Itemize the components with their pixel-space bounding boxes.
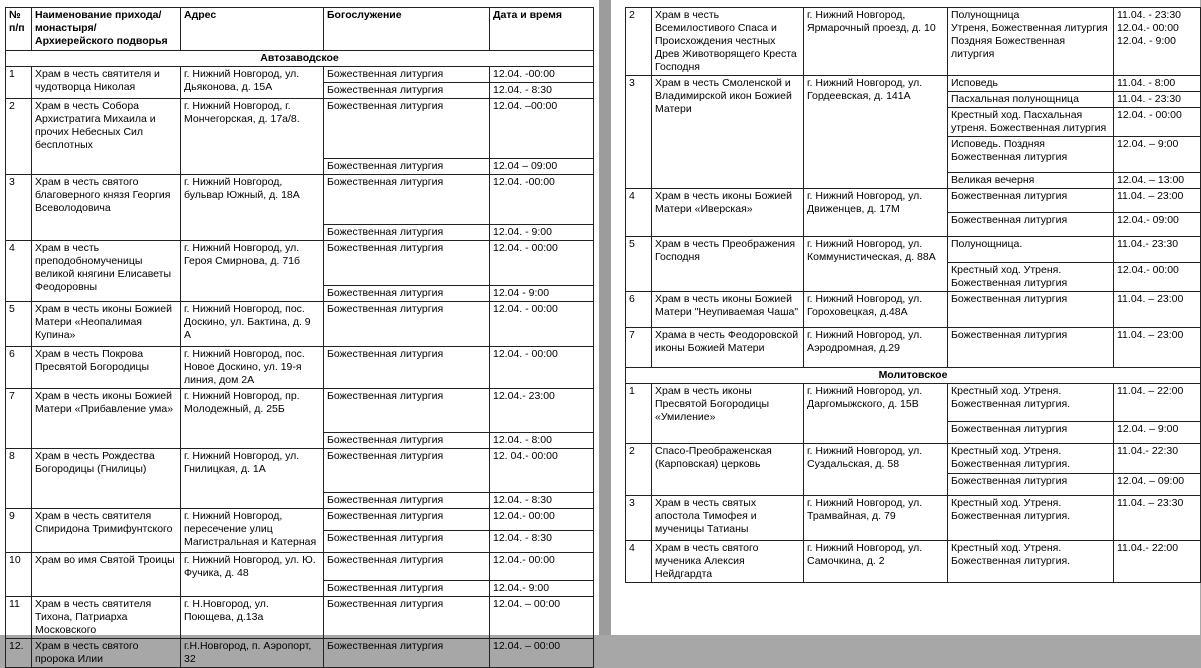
parish-address: г. Нижний Новгород, пос. Доскино, ул. Бактина, д. 9 А [181,302,324,347]
table-header-row [6,8,594,51]
service-name: Божественная литургия [324,553,490,581]
row-number: 1 [626,384,652,444]
service-time: 11.04.- 23:30 [1114,237,1201,263]
parish-name: Спасо-Преображенская (Карповская) церковь [652,444,804,496]
service-name: Исповедь [948,76,1114,92]
table-row [6,347,594,389]
row-number: 6 [6,347,32,389]
right-document-page [611,0,1200,635]
service-time: 11.04.- 22:30 [1114,444,1201,474]
service-name: Божественная литургия [324,433,490,449]
parish-name: Храм в честь Смоленской и Владимирской икон Божией Матери [652,76,804,189]
parish-name: Храм в честь Собора Архистратига Михаила и прочих Небесных Сил бесплотных [32,99,181,175]
row-number: 5 [6,302,32,347]
service-time: 11.04. - 23:30 12.04.- 00:00 12.04. - 9:00 [1114,8,1201,76]
parish-address: г. Нижний Новгород, ул. Гордеевская, д. 141А [804,76,948,189]
table-row [626,8,1201,76]
parish-name: Храм в честь святителя и чудотворца Николая [32,67,181,99]
service-name: Божественная литургия [324,449,490,493]
parish-address: г. Нижний Новгород, ул. Коммунистическая, д. 88А [804,237,948,292]
service-time: 12.04 - 9:00 [490,286,594,302]
table-row [6,67,594,83]
parish-address: г. Нижний Новгород, бульвар Южный, д. 18А [181,175,324,241]
service-time: 12.04.- 23:00 [490,389,594,433]
parish-address: г. Нижний Новгород, пересечение улиц Магистральная и Катерная [181,509,324,553]
service-name: Божественная литургия [324,581,490,597]
service-name: Божественная литургия [324,639,490,668]
parish-address: г. Нижний Новгород, Ярмарочный проезд, д. 10 [804,8,948,76]
row-number: 12. [6,639,32,668]
service-name: Божественная литургия [948,422,1114,444]
district-name: Автозаводское [6,51,594,67]
parish-address: г. Нижний Новгород, ул. Гнилицкая, д. 1А [181,449,324,509]
parish-address: г. Нижний Новгород, ул. Ю. Фучика, д. 48 [181,553,324,597]
service-name: Божественная литургия [324,159,490,175]
service-name: Божественная литургия [324,286,490,302]
service-name: Божественная литургия [324,493,490,509]
service-name: Божественная литургия [948,292,1114,328]
left-table-body [6,51,594,668]
district-row [6,51,594,67]
row-number: 10 [6,553,32,597]
row-number: 11 [6,597,32,639]
service-time: 11.04. – 23:00 [1114,189,1201,213]
service-time: 12.04. -00:00 [490,175,594,225]
service-time: 12.04. –00:00 [490,99,594,159]
service-time: 12.04.- 00:00 [1114,263,1201,292]
parish-address: г. Нижний Новгород, ул. Дьяконова, д. 15А [181,67,324,99]
service-time: 12.04. - 8:00 [490,433,594,449]
service-time: 12.04. - 00:00 [490,241,594,286]
service-time: 11.04. – 23:00 [1114,328,1201,368]
row-number: 2 [626,8,652,76]
row-number: 6 [626,292,652,328]
service-name: Божественная литургия [324,597,490,639]
service-time: 12.04. – 09:00 [1114,474,1201,496]
right-table-body [626,8,1201,583]
row-number: 4 [6,241,32,302]
service-name: Крестный ход. Утреня. Божественная литургия [948,263,1114,292]
service-time: 12.04.- 00:00 [490,509,594,531]
service-name: Божественная литургия [324,83,490,99]
service-name: Исповедь. Поздняя Божественная литургия [948,137,1114,173]
table-row [626,444,1201,474]
row-number: 4 [626,541,652,583]
service-name: Божественная литургия [324,347,490,389]
row-number: 2 [626,444,652,496]
table-row [6,597,594,639]
service-time: 12.04. - 00:00 [490,302,594,347]
service-time: 11.04. – 23:00 [1114,292,1201,328]
service-time: 11.04. – 22:00 [1114,384,1201,422]
service-name: Божественная литургия [324,225,490,241]
parish-name: Храм в честь Покрова Пресвятой Богородицы [32,347,181,389]
service-time: 11.04. – 23:30 [1114,496,1201,541]
parish-name: Храм в честь святого пророка Илии [32,639,181,668]
right-schedule-table [625,7,1201,583]
parish-name: Храм в честь святителя Спиридона Тримифунтского [32,509,181,553]
parish-address: г. Нижний Новгород, ул. Суздальская, д. 58 [804,444,948,496]
table-row [6,175,594,225]
parish-address: г. Н.Новгород, ул. Поющева, д.13а [181,597,324,639]
table-row [6,553,594,581]
row-number: 7 [6,389,32,449]
table-row [626,328,1201,368]
service-name: Божественная литургия [948,189,1114,213]
service-time: 12.04. – 00:00 [490,639,594,668]
service-time: 11.04.- 22:00 [1114,541,1201,583]
service-time: 12.04. – 9:00 [1114,422,1201,444]
parish-address: г. Нижний Новгород, ул. Самочкина, д. 2 [804,541,948,583]
service-name: Божественная литургия [324,175,490,225]
service-time: 12.04 – 09:00 [490,159,594,175]
service-name: Полунощница Утреня, Божественная литургия Поздняя Божественная литургия [948,8,1114,76]
service-name: Божественная литургия [324,509,490,531]
parish-name: Храм во имя Святой Троицы [32,553,181,597]
service-time: 12.04. – 00:00 [490,597,594,639]
service-name: Божественная литургия [324,241,490,286]
table-row [6,389,594,433]
service-name: Божественная литургия [324,67,490,83]
parish-address: г.Н.Новгород, п. Аэропорт, 32 [181,639,324,668]
service-name: Крестный ход. Пасхальная утреня. Божественная литургия [948,108,1114,137]
service-name: Божественная литургия [948,213,1114,237]
header-service: Богослужение [324,8,490,51]
service-time: 12.04. – 9:00 [1114,137,1201,173]
service-name: Великая вечерня [948,173,1114,189]
parish-address: г. Нижний Новгород, ул. Аэродромная, д.29 [804,328,948,368]
service-name: Полунощница. [948,237,1114,263]
parish-name: Храм в честь Всемилостивого Спаса и Происхождения честных Древ Животворящего Креста Господня [652,8,804,76]
parish-address: г. Нижний Новгород, г. Мончегорская, д. 17а/8. [181,99,324,175]
service-time: 12.04. - 9:00 [490,225,594,241]
row-number: 7 [626,328,652,368]
service-time: 12. 04.- 00:00 [490,449,594,493]
left-schedule-table [5,7,594,668]
parish-name: Храм в честь святителя Тихона, Патриарха Московского [32,597,181,639]
row-number: 8 [6,449,32,509]
table-row [626,189,1201,213]
row-number: 4 [626,189,652,237]
header-datetime: Дата и время [490,8,594,51]
table-row [6,302,594,347]
parish-name: Храм в честь Рождества Богородицы (Гнилицы) [32,449,181,509]
table-row [626,541,1201,583]
parish-name: Храма в честь Феодоровской иконы Божией Матери [652,328,804,368]
service-time: 12.04. -00:00 [490,67,594,83]
parish-name: Храм в честь святого благоверного князя Георгия Всеволодовича [32,175,181,241]
service-time: 12.04. - 8:30 [490,493,594,509]
service-name: Божественная литургия [324,302,490,347]
row-number: 3 [626,76,652,189]
table-row [626,384,1201,422]
left-document-page [0,0,599,665]
service-name: Крестный ход. Утреня. Божественная литургия. [948,496,1114,541]
district-name: Молитовское [626,368,1201,384]
page-gap [599,0,611,635]
header-address: Адрес [181,8,324,51]
table-row [6,241,594,286]
service-name: Пасхальная полунощница [948,92,1114,108]
service-name: Божественная литургия [324,389,490,433]
header-number: № п/п [6,8,32,51]
service-time: 12.04.- 9:00 [490,581,594,597]
parish-address: г. Нижний Новгород, ул. Героя Смирнова, д. 71б [181,241,324,302]
parish-name: Храм в честь иконы Пресвятой Богородицы «Умиление» [652,384,804,444]
service-time: 12.04. - 00:00 [490,347,594,389]
table-row [626,496,1201,541]
service-name: Божественная литургия [948,474,1114,496]
parish-address: г. Нижний Новгород, ул. Движенцев, д. 17М [804,189,948,237]
service-name: Божественная литургия [324,99,490,159]
parish-name: Храм в честь святого мученика Алексия Нейдгардта [652,541,804,583]
service-name: Крестный ход. Утреня. Божественная литургия. [948,541,1114,583]
service-time: 12.04.- 09:00 [1114,213,1201,237]
row-number: 3 [6,175,32,241]
parish-name: Храм в честь иконы Божией Матери «Неопалимая Купина» [32,302,181,347]
table-row [6,99,594,159]
parish-address: г. Нижний Новгород, ул. Даргомыжского, д. 15В [804,384,948,444]
service-time: 12.04. - 00:00 [1114,108,1201,137]
row-number: 3 [626,496,652,541]
parish-name: Храм в честь преподобномученицы великой княгини Елисаветы Феодоровны [32,241,181,302]
row-number: 9 [6,509,32,553]
row-number: 2 [6,99,32,175]
parish-address: г. Нижний Новгород, ул. Трамвайная, д. 79 [804,496,948,541]
parish-address: г. Нижний Новгород, пр. Молодежный, д. 25Б [181,389,324,449]
table-row [626,76,1201,92]
parish-address: г. Нижний Новгород, пос. Новое Доскино, ул. 19-я линия, дом 2А [181,347,324,389]
service-time: 12.04. - 8:30 [490,531,594,553]
table-row [626,292,1201,328]
parish-name: Храм в честь святых апостола Тимофея и мученицы Татианы [652,496,804,541]
service-time: 11.04. - 23:30 [1114,92,1201,108]
service-time: 11.04. - 8:00 [1114,76,1201,92]
parish-name: Храм в честь иконы Божией Матери "Неупиваемая Чаша" [652,292,804,328]
service-name: Крестный ход. Утреня. Божественная литургия. [948,444,1114,474]
parish-address: г. Нижний Новгород, ул. Гороховецкая, д.48А [804,292,948,328]
service-name: Божественная литургия [948,328,1114,368]
service-time: 12.04. - 8:30 [490,83,594,99]
table-row [6,639,594,668]
row-number: 1 [6,67,32,99]
service-name: Крестный ход. Утреня. Божественная литургия. [948,384,1114,422]
table-row [6,509,594,531]
service-name: Божественная литургия [324,531,490,553]
service-time: 12.04. – 13:00 [1114,173,1201,189]
row-number: 5 [626,237,652,292]
district-row [626,368,1201,384]
header-parish: Наименование прихода/монастыря/ Архиерейского подворья [32,8,181,51]
parish-name: Храм в честь Преображения Господня [652,237,804,292]
parish-name: Храм в честь иконы Божией Матери «Иверская» [652,189,804,237]
service-time: 12.04.- 00:00 [490,553,594,581]
table-row [626,237,1201,263]
parish-name: Храм в честь иконы Божией Матери «Прибавление ума» [32,389,181,449]
table-row [6,449,594,493]
